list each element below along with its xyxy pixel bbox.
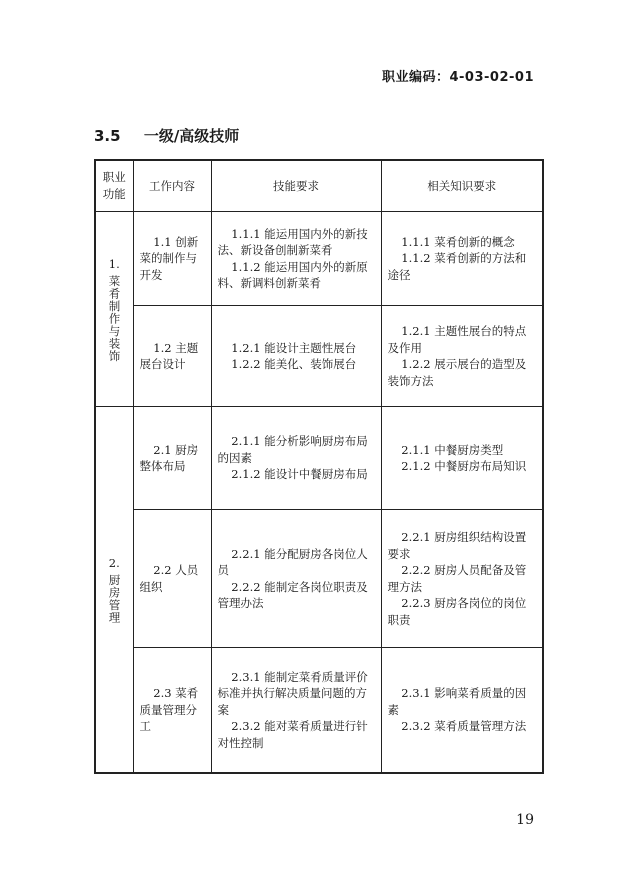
knowledge-item: 2.3.1 影响菜肴质量的因素: [387, 686, 527, 717]
skill-item: 1.1.2 能运用国内外的新原料、新调料创新菜肴: [217, 259, 368, 290]
skill-item: 2.3.1 能制定菜肴质量评价标准并执行解决质量问题的方案: [217, 669, 368, 717]
skill-item: 1.2.2 能美化、装饰展台: [231, 357, 357, 371]
table-header-row: [95, 160, 543, 212]
knowledge-item: 1.2.1 主题性展台的特点及作用: [387, 324, 527, 355]
function-label: 厨房管理: [107, 573, 122, 624]
skill-cell: [211, 510, 381, 648]
skill-item: 1.1.1 能运用国内外的新技法、新设备创制新菜肴: [217, 226, 368, 257]
function-label: 菜肴制作与装饰: [107, 274, 122, 362]
skill-item: 2.3.2 能对菜肴质量进行针对性控制: [217, 719, 368, 750]
table-row: [95, 407, 543, 510]
knowledge-item: 2.2.1 厨房组织结构设置要求: [387, 530, 527, 561]
occupation-code: 职业编码：4-03-02-01: [381, 70, 534, 85]
skill-cell: [211, 407, 381, 510]
work-content-cell: 2.1 厨房整体布局: [133, 407, 211, 510]
knowledge-item: 2.2.3 厨房各岗位的岗位职责: [387, 596, 527, 627]
work-content-cell: 2.3 菜肴质量管理分工: [133, 648, 211, 773]
skill-item: 2.2.2 能制定各岗位职责及管理办法: [217, 579, 368, 610]
section-heading: 一级/高级技师: [143, 127, 240, 145]
work-content-cell: 2.2 人员组织: [133, 510, 211, 648]
skills-table: [94, 159, 544, 774]
knowledge-cell: [381, 306, 543, 407]
header-knowledge-requirements: 相关知识要求: [381, 160, 543, 212]
knowledge-item: 1.2.2 展示展台的造型及装饰方法: [387, 357, 527, 388]
section-title: [94, 125, 239, 146]
knowledge-item: 2.1.2 中餐厨房布局知识: [401, 459, 527, 473]
function-number: 2.: [108, 556, 120, 570]
header-work-content: 工作内容: [133, 160, 211, 212]
table-row: [95, 648, 543, 773]
section-number: 3.5: [94, 127, 121, 145]
skill-cell: [211, 306, 381, 407]
knowledge-cell: [381, 407, 543, 510]
knowledge-item: 2.1.1 中餐厨房类型: [401, 442, 504, 457]
header-function: 职业 功能: [95, 160, 133, 212]
table-row: [95, 212, 543, 306]
knowledge-item: 2.2.2 厨房人员配备及管理方法: [387, 563, 527, 594]
knowledge-cell: [381, 648, 543, 773]
work-content-cell: 1.1 创新菜的制作与开发: [133, 212, 211, 306]
header-skill-requirements: 技能要求: [211, 160, 381, 212]
knowledge-item: 1.1.2 菜肴创新的方法和途径: [387, 251, 527, 282]
table-row: [95, 306, 543, 407]
skill-item: 1.2.1 能设计主题性展台: [231, 340, 357, 355]
table-row: [95, 510, 543, 648]
skill-cell: [211, 648, 381, 773]
skill-cell: [211, 212, 381, 306]
function-cell: [95, 212, 133, 407]
knowledge-item: 2.3.2 菜肴质量管理方法: [401, 719, 527, 733]
work-content-cell: 1.2 主题展台设计: [133, 306, 211, 407]
function-number: 1.: [108, 257, 120, 271]
page-number: 19: [516, 812, 534, 828]
knowledge-item: 1.1.1 菜肴创新的概念: [401, 234, 515, 249]
function-cell: [95, 407, 133, 773]
skill-item: 2.2.1 能分配厨房各岗位人员: [217, 546, 368, 577]
skill-item: 2.1.1 能分析影响厨房布局的因素: [217, 434, 368, 465]
knowledge-cell: [381, 212, 543, 306]
skill-item: 2.1.2 能设计中餐厨房布局: [231, 467, 368, 482]
knowledge-cell: [381, 510, 543, 648]
